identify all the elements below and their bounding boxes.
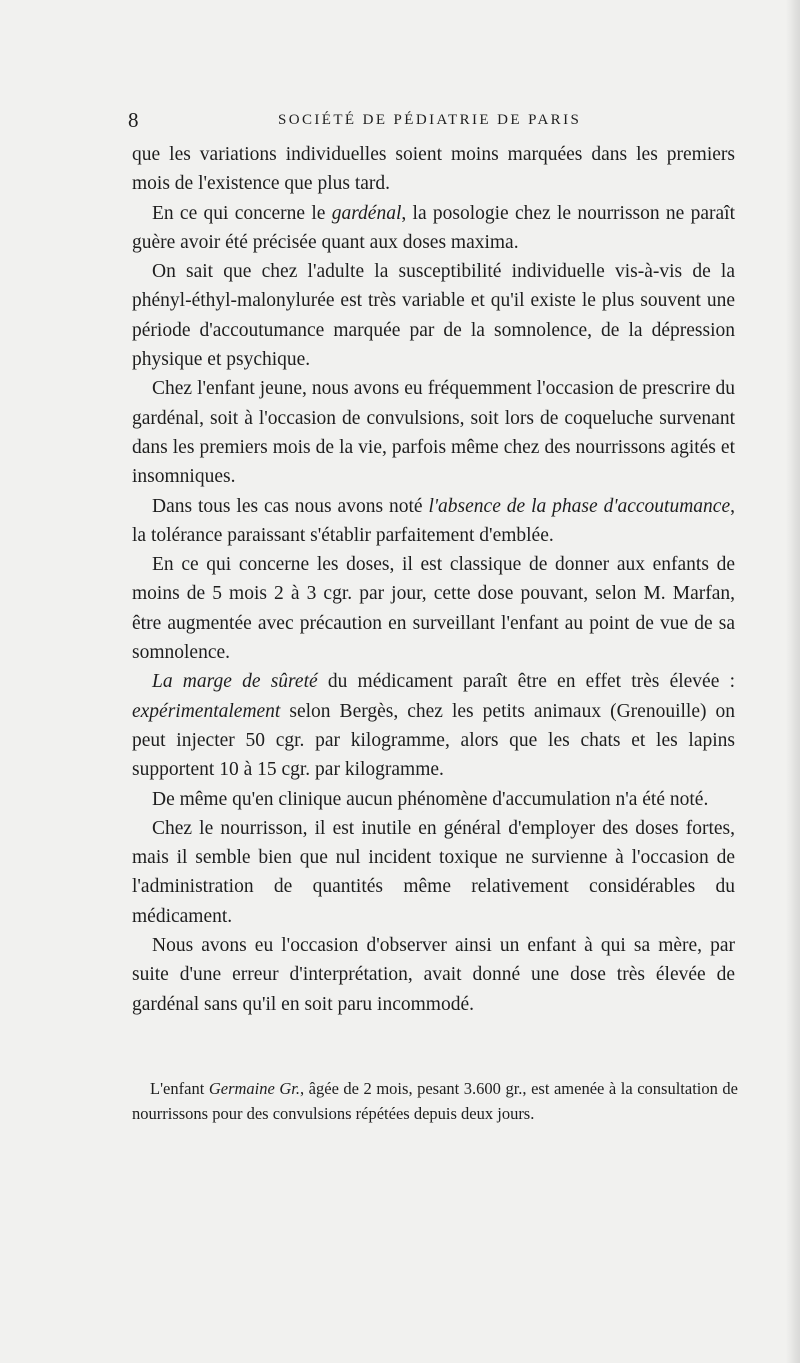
- body-text: [132, 140, 735, 1019]
- paragraph-1: que les variations individuelles soient moins marquées dans les premiers mois de l'existence que plus tard.: [132, 144, 735, 195]
- page-edge-shadow: [786, 0, 800, 1363]
- paragraph-10: Nous avons eu l'occasion d'observer ainsi un enfant à qui sa mère, par suite d'une erreur d'interprétation, avait donné une dose très élevée de gardénal sans qu'il en soit paru incommodé.: [132, 935, 735, 1015]
- case-note: [132, 1076, 738, 1126]
- paragraph-5-italic: l'absence de la phase d'accoutumance: [428, 495, 731, 517]
- case-note-text-a: L'enfant: [150, 1079, 209, 1098]
- paragraph-5-text-a: Dans tous les cas nous avons noté: [152, 495, 429, 517]
- page-header: [128, 106, 736, 134]
- paragraph-2-text-a: En ce qui concerne le: [152, 202, 332, 224]
- paragraph-5: [132, 492, 735, 551]
- paragraph-3: On sait que chez l'adulte la susceptibilité individuelle vis-à-vis de la phényl-éthyl-malonylurée est très variable et qu'il existe le plus souvent une période d'accoutumance marquée par de la somnolence, de la dépression physique et psychique.: [132, 261, 735, 371]
- paragraph-7-text-a: du médicament paraît être en effet très élevée :: [317, 671, 735, 693]
- case-note-text-b: , âgée de 2 mois, pesant 3.600 gr., est amenée à la consultation de nourrissons pour des convulsions répétées depuis deux jours.: [132, 1079, 738, 1123]
- paragraph-5-text-b: , la tolérance paraissant s'établir parfaitement d'emblée.: [132, 495, 735, 546]
- paragraph-6: En ce qui concerne les doses, il est classique de donner aux enfants de moins de 5 mois 2 à 3 cgr. par jour, cette dose pouvant, selon M. Marfan, être augmentée avec précaution en surveillant l'enfant au point de vue de sa somnolence.: [132, 554, 735, 664]
- page-number: 8: [128, 108, 139, 132]
- case-note-paragraph: [132, 1076, 738, 1126]
- running-title: SOCIÉTÉ DE PÉDIATRIE DE PARIS: [278, 112, 582, 128]
- paragraph-7-italic-a: La marge de sûreté: [152, 671, 318, 693]
- paragraph-9: Chez le nourrisson, il est inutile en général d'employer des doses fortes, mais il semble bien que nul incident toxique ne survienne à l'occasion de l'administration de quantités même relativement considérables du médicament.: [132, 817, 735, 927]
- paragraph-4: Chez l'enfant jeune, nous avons eu fréquemment l'occasion de prescrire du gardénal, soit à l'occasion de convulsions, soit lors de coqueluche survenant dans les premiers mois de la vie, parfois même chez des nourrissons agités et insomniques.: [132, 378, 735, 488]
- case-note-italic: Germaine Gr.: [208, 1079, 300, 1098]
- paragraph-2-italic: gardénal: [331, 202, 402, 224]
- paragraph-7-text-b: selon Bergès, chez les petits animaux (Grenouille) on peut injecter 50 cgr. par kilogramme, alors que les chats et les lapins supportent 10 à 15 cgr. par kilogramme.: [132, 700, 735, 781]
- paragraph-8: De même qu'en clinique aucun phénomène d'accumulation n'a été noté.: [152, 788, 709, 810]
- paragraph-7: [132, 667, 735, 784]
- paragraph-2-text-b: , la posologie chez le nourrisson ne paraît guère avoir été précisée quant aux doses maxima.: [132, 202, 735, 253]
- paragraph-2: [132, 199, 735, 258]
- paragraph-7-italic-b: expérimentalement: [132, 700, 281, 722]
